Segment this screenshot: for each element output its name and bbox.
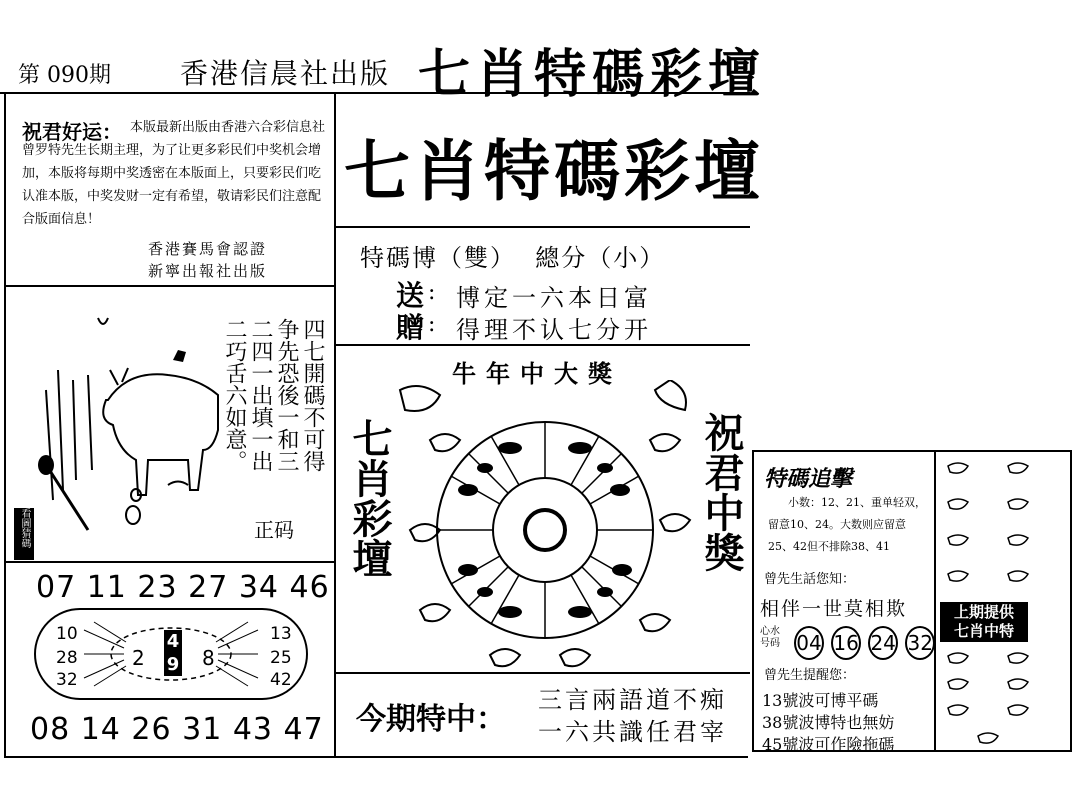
center-box-digit-2: 9 bbox=[166, 654, 180, 675]
zodiac-grid bbox=[938, 456, 1068, 600]
bottom-label: 今期特中： bbox=[356, 702, 506, 737]
oval-right-2: 25 bbox=[270, 648, 292, 668]
ox-illustration bbox=[18, 300, 228, 550]
tip-1: 13號波可博平碼 bbox=[762, 691, 879, 710]
center-box-digit-1: 4 bbox=[166, 631, 180, 652]
right-vertical-title: 祝君中獎 bbox=[698, 412, 745, 572]
issue-number: 第 090期 bbox=[18, 63, 111, 88]
bottom-border bbox=[4, 756, 748, 758]
center-title: 七肖特碼彩壇 bbox=[344, 132, 764, 210]
section1-label: 曾先生話您知： bbox=[764, 572, 856, 587]
side-tag bbox=[14, 508, 34, 560]
gift-label-1: 送 bbox=[396, 279, 425, 312]
tip-2: 38號波博特也無妨 bbox=[762, 713, 895, 732]
poem-col-1: 四七開碼不可得 bbox=[300, 318, 325, 472]
lucky-number-3: 24 bbox=[868, 626, 898, 660]
oval-center-left: 2 bbox=[132, 646, 145, 670]
oval-center-right: 8 bbox=[202, 646, 215, 670]
lucky-label-text: 心水号码 bbox=[760, 626, 780, 649]
intro-text: 本版最新出版由香港六合彩信息社曾罗特先生长期主理，为了让更多彩民们中奖机会增加，本版将每期中奖透密在本版面上，只要彩民们吃认准本版，中奖发财一定有希望，敬请彩民们注意配合版面信息！ bbox=[22, 120, 326, 227]
zodiac-wheel bbox=[390, 380, 700, 670]
gift-colon-2: : bbox=[428, 312, 436, 337]
poem-col-2: 争先恐後一和三 bbox=[274, 318, 299, 472]
side-tag-text: 看圖猜碼 bbox=[19, 508, 30, 548]
oval-left-3: 32 bbox=[56, 670, 78, 690]
center-divider-2 bbox=[334, 344, 750, 346]
section1-text: 相伴一世莫相欺 bbox=[760, 598, 908, 620]
section2-label: 曾先生提醒您： bbox=[764, 668, 856, 683]
left-right-border bbox=[334, 94, 336, 756]
lucky-number-2: 16 bbox=[831, 626, 861, 660]
gift-text-2: 得理不认七分开 bbox=[456, 316, 652, 344]
oval-center-box bbox=[164, 630, 182, 676]
wheel-title: 牛年中大獎 bbox=[452, 359, 622, 388]
poem-col-4: 二巧舌六如意。 bbox=[222, 318, 247, 472]
poem-col-3: 二四一出填一出 bbox=[248, 318, 273, 472]
previous-banner bbox=[940, 602, 1028, 642]
gift-label-2: 贈 bbox=[396, 311, 425, 344]
numbers-bottom: 08 14 26 31 43 47 bbox=[30, 712, 324, 747]
zodiac-grid-lower bbox=[938, 646, 1068, 746]
right-panel-divider bbox=[934, 450, 936, 752]
oval-right-3: 42 bbox=[270, 670, 292, 690]
previous-banner-text: 上期提供七肖中特 bbox=[953, 603, 1014, 640]
left-border bbox=[4, 94, 6, 756]
oval-left-2: 28 bbox=[56, 648, 78, 668]
lucky-numbers bbox=[794, 626, 937, 660]
lucky-label bbox=[760, 626, 782, 650]
left-divider-2 bbox=[4, 561, 334, 563]
bottom-line-2: 一六共識任君宰 bbox=[538, 718, 727, 746]
greeting-label: 祝君好运： bbox=[22, 120, 122, 144]
right-title: 特碼追擊 bbox=[764, 467, 853, 492]
bottom-line-1: 三言兩語道不痴 bbox=[538, 686, 727, 714]
left-vertical-title: 七肖彩壇 bbox=[346, 418, 393, 578]
header-title: 七肖特碼彩壇 bbox=[418, 44, 767, 105]
numbers-top: 07 11 23 27 34 46 bbox=[36, 570, 330, 605]
tip-3: 45號波可作險拖碼 bbox=[762, 735, 895, 754]
right-para: 小数：12、21、重单轻双，留意10、24。大数则应留意25、42但不排除38、41 bbox=[768, 496, 926, 553]
cert-line-2: 新寧出報社出版 bbox=[148, 262, 268, 280]
center-divider-1 bbox=[334, 226, 750, 228]
lucky-number-4: 32 bbox=[905, 626, 935, 660]
publisher-name: 香港信晨社出版 bbox=[180, 57, 391, 90]
special-line: 特碼博（雙） 總分（小） bbox=[360, 244, 666, 272]
oval-right-1: 13 bbox=[270, 624, 292, 644]
cert-line-1: 香港賽馬會認證 bbox=[148, 240, 268, 258]
center-divider-3 bbox=[334, 672, 750, 674]
poem-tail: 正码 bbox=[254, 518, 294, 542]
oval-left-1: 10 bbox=[56, 624, 78, 644]
gift-colon-1: : bbox=[428, 280, 436, 305]
header-divider bbox=[0, 92, 750, 94]
lucky-number-1: 04 bbox=[794, 626, 824, 660]
left-divider-1 bbox=[4, 285, 334, 287]
gift-text-1: 博定一六本日富 bbox=[456, 284, 652, 312]
